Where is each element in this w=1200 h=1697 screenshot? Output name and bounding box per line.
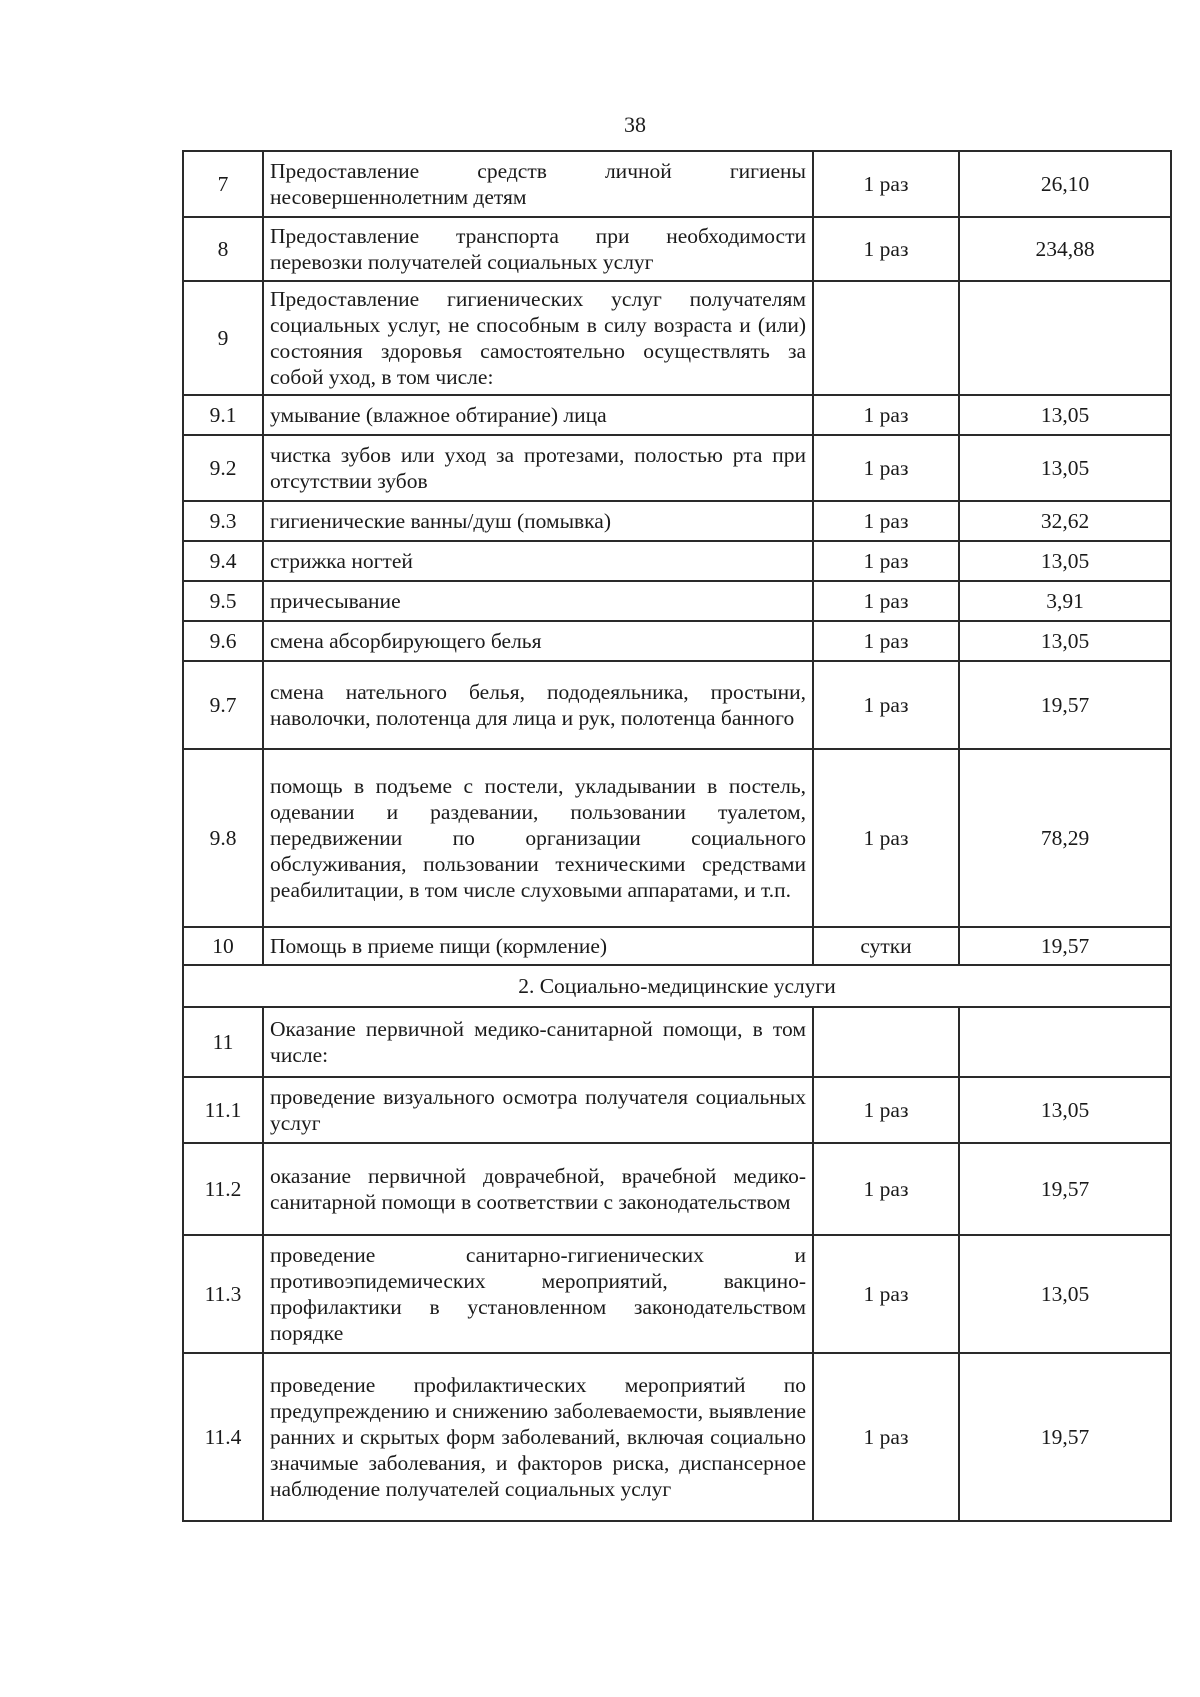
row-number: 11.4 [183, 1353, 263, 1521]
service-unit: 1 раз [813, 1077, 959, 1143]
table-row [183, 501, 1171, 541]
service-price: 13,05 [959, 1235, 1171, 1353]
row-number: 9.4 [183, 541, 263, 581]
row-number: 9.3 [183, 501, 263, 541]
row-number: 7 [183, 151, 263, 217]
service-unit: 1 раз [813, 621, 959, 661]
row-number: 10 [183, 927, 263, 965]
service-description: гигиенические ванны/душ (помывка) [263, 501, 813, 541]
service-description: чистка зубов или уход за протезами, полостью рта при отсутствии зубов [263, 435, 813, 501]
service-price: 13,05 [959, 1077, 1171, 1143]
table-row [183, 1077, 1171, 1143]
table-row [183, 749, 1171, 927]
table-row [183, 621, 1171, 661]
service-price: 26,10 [959, 151, 1171, 217]
table-row [183, 151, 1171, 217]
service-unit: сутки [813, 927, 959, 965]
service-unit: 1 раз [813, 581, 959, 621]
service-price: 234,88 [959, 217, 1171, 281]
service-description: Предоставление транспорта при необходимости перевозки получателей социальных услуг [263, 217, 813, 281]
service-description: смена абсорбирующего белья [263, 621, 813, 661]
service-unit: 1 раз [813, 1235, 959, 1353]
service-description: проведение профилактических мероприятий по предупреждению и снижению заболеваемости, выявление ранних и скрытых форм заболеваний, включая социально значимые заболевания, и факторов риска, диспансерное наблюдение получателей социальных услуг [263, 1353, 813, 1521]
service-description: Предоставление средств личной гигиены несовершеннолетним детям [263, 151, 813, 217]
service-unit [813, 281, 959, 395]
service-price: 19,57 [959, 1143, 1171, 1235]
page-number: 38 [624, 112, 646, 137]
service-price [959, 1007, 1171, 1077]
table-row [183, 661, 1171, 749]
service-price: 13,05 [959, 435, 1171, 501]
table-row [183, 581, 1171, 621]
service-price: 13,05 [959, 541, 1171, 581]
table-row [183, 1143, 1171, 1235]
service-unit [813, 1007, 959, 1077]
row-number: 9 [183, 281, 263, 395]
services-table [182, 150, 1172, 1522]
service-description: смена нательного белья, пододеяльника, простыни, наволочки, полотенца для лица и рук, полотенца банного [263, 661, 813, 749]
service-price: 19,57 [959, 927, 1171, 965]
service-unit: 1 раз [813, 501, 959, 541]
service-description: проведение санитарно-гигиенических и противоэпидемических мероприятий, вакцино-профилактики в установленном законодательством порядке [263, 1235, 813, 1353]
table-row [183, 927, 1171, 965]
service-description: Оказание первичной медико-санитарной помощи, в том числе: [263, 1007, 813, 1077]
row-number: 11 [183, 1007, 263, 1077]
service-unit: 1 раз [813, 435, 959, 501]
row-number: 11.2 [183, 1143, 263, 1235]
service-unit: 1 раз [813, 1353, 959, 1521]
row-number: 11.3 [183, 1235, 263, 1353]
service-description: умывание (влажное обтирание) лица [263, 395, 813, 435]
row-number: 11.1 [183, 1077, 263, 1143]
service-price: 13,05 [959, 395, 1171, 435]
table-row [183, 1353, 1171, 1521]
table-row [183, 281, 1171, 395]
service-price: 19,57 [959, 661, 1171, 749]
section-header-row [183, 965, 1171, 1007]
service-unit: 1 раз [813, 661, 959, 749]
service-description: причесывание [263, 581, 813, 621]
table-row [183, 541, 1171, 581]
table-row [183, 435, 1171, 501]
service-description: Помощь в приеме пищи (кормление) [263, 927, 813, 965]
service-description: Предоставление гигиенических услуг получателям социальных услуг, не способным в силу возраста и (или) состояния здоровья самостоятельно осуществлять за собой уход, в том числе: [263, 281, 813, 395]
table-row [183, 1235, 1171, 1353]
service-description: стрижка ногтей [263, 541, 813, 581]
service-unit: 1 раз [813, 749, 959, 927]
service-price: 13,05 [959, 621, 1171, 661]
table-row [183, 1007, 1171, 1077]
service-price: 19,57 [959, 1353, 1171, 1521]
row-number: 9.8 [183, 749, 263, 927]
service-description: помощь в подъеме с постели, укладывании в постель, одевании и раздевании, пользовании туалетом, передвижении по организации социального обслуживания, пользовании техническими средствами реабилитации, в том числе слуховыми аппаратами, и т.п. [263, 749, 813, 927]
table-row [183, 217, 1171, 281]
row-number: 9.7 [183, 661, 263, 749]
section-title: 2. Социально-медицинские услуги [183, 965, 1171, 1007]
service-price: 3,91 [959, 581, 1171, 621]
service-description: оказание первичной доврачебной, врачебной медико-санитарной помощи в соответствии с законодательством [263, 1143, 813, 1235]
row-number: 9.5 [183, 581, 263, 621]
service-unit: 1 раз [813, 151, 959, 217]
service-unit: 1 раз [813, 1143, 959, 1235]
row-number: 8 [183, 217, 263, 281]
service-price: 78,29 [959, 749, 1171, 927]
row-number: 9.6 [183, 621, 263, 661]
service-price [959, 281, 1171, 395]
row-number: 9.1 [183, 395, 263, 435]
table-row [183, 395, 1171, 435]
service-unit: 1 раз [813, 217, 959, 281]
row-number: 9.2 [183, 435, 263, 501]
service-description: проведение визуального осмотра получателя социальных услуг [263, 1077, 813, 1143]
service-unit: 1 раз [813, 541, 959, 581]
service-unit: 1 раз [813, 395, 959, 435]
service-price: 32,62 [959, 501, 1171, 541]
